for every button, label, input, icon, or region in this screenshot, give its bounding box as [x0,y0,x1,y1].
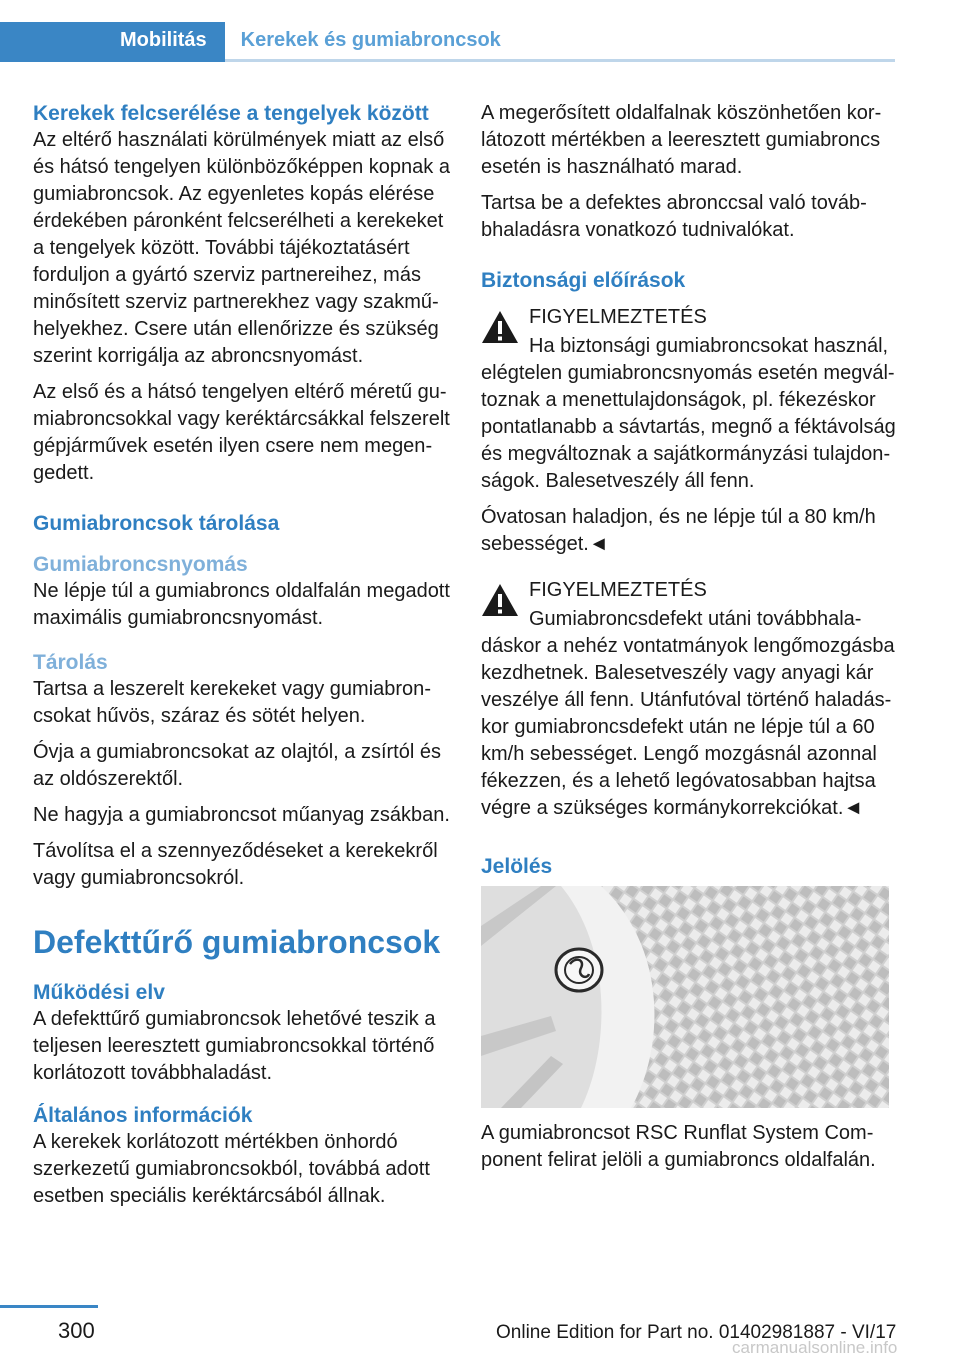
paragraph: Óvja a gumiabroncsokat az olajtól, a zsírtól és az oldószerektől. [33,741,441,790]
chapter-tab: Kerekek és gumiabroncsok [225,22,895,62]
page-number: 300 [58,1318,95,1343]
warning-title: FIGYELMEZTETÉS [529,579,707,601]
paragraph: Az eltérő használati körülmények miatt az első és hátsó tengelyen különbözőképpen kopnak a gumiabroncsok. Az egyenletes kopás elérése érdekében páronként felcserélheti a kerekeket a tengelyek között. További tájékoztatásért forduljon a gyártó szerviz partnereihez, más minősített szerviz partnerekhez vagy szakműhelyekhez. Csere után ellenőrizze és szükség szerint korrigálja az abroncsnyomást. [33,129,450,367]
tire-sidewall-illustration [481,886,889,1108]
paragraph: A megerősített oldalfalnak köszönhetően korlátozott mértékben a leeresztett gumiabroncs esetén is használható marad. [481,102,882,178]
paragraph: Tartsa be a defektes abronccsal való továbbhaladásra vonatkozó tudnivalókat. [481,192,867,241]
warning-triangle-icon [481,583,519,617]
heading-wheel-swap: Kerekek felcserélése a tengelyek között [33,102,429,125]
heading-general-info: Általános információk [33,1104,253,1127]
tire-sidewall-icon [481,886,889,1108]
paragraph: Ne lépje túl a gumiabroncs oldalfalán megadott maximális gumiabroncsnyomást. [33,580,450,629]
paragraph: A kerekek korlátozott mértékben önhordó szerkezetű gumiabroncsokból, továbbá adott esetben speciális keréktárcsából állnak. [33,1131,430,1207]
paragraph: Távolítsa el a szennyeződéseket a kerekekről vagy gumiabroncsokról. [33,840,438,889]
paragraph: A defekttűrő gumiabroncsok lehetővé teszik a teljesen leeresztett gumiabroncsokkal történő korlátozott továbbhaladást. [33,1008,436,1084]
left-column [33,100,451,1219]
warning-text: Gumiabroncsdefekt utáni továbbhaladáskor a nehéz vontatmányok lengőmozgásba kezdhetnek. Balesetveszély vagy anyagi kár veszélye áll fenn. Utánfutóval történő haladáskor gumiabroncsdefekt után ne lépje túl a 60 km/h sebességet. Lengő mozgásnál azonnal fékezzen, és a lehető legóvatosabban hajtsa végre a szükséges kormánykorrekciókat.◄ [481,608,895,819]
warning-text: Ha biztonsági gumiabroncsokat használ, elégtelen gumiabroncsnyomás esetén megváltoznak a menettulajdonságok, pl. fékezéskor pontatlanabb a sávtartás, megnő a féktávolság és megváltoznak a sajátkormányzási tulajdonságok. Balesetveszély áll fenn. [481,335,896,492]
warning-title: FIGYELMEZTETÉS [529,306,707,328]
footer-rule [0,1305,98,1308]
warning-triangle-icon [481,310,519,344]
heading-storing: Tárolás [33,651,108,674]
section-tab: Mobilitás [0,22,225,62]
heading-runflat-tires: Defekttűrő gumiabroncsok [33,924,441,960]
edition-note: Online Edition for Part no. 01402981887 - VI/17 [496,1322,897,1343]
figure-caption: A gumiabroncsot RSC Runflat System Component felirat jelöli a gumiabroncs oldalfalán. [481,1122,876,1171]
heading-tire-storage: Gumiabroncsok tárolása [33,512,280,535]
paragraph: Tartsa a leszerelt kerekeket vagy gumiabroncsokat hűvös, száraz és sötét helyen. [33,678,431,727]
heading-tire-pressure: Gumiabroncsnyomás [33,553,248,576]
right-column [481,100,896,1183]
paragraph: Ne hagyja a gumiabroncsot műanyag zsákban. [33,804,450,826]
paragraph: Az első és a hátsó tengelyen eltérő méretű gumiabroncsokkal vagy keréktárcsákkal felszerelt gépjárművek esetén ilyen csere nem megengedett. [33,381,450,484]
heading-operating-principle: Működési elv [33,981,165,1004]
warning-block [481,577,896,822]
page-header [0,22,895,62]
watermark: carmanualsonline.info [732,1338,898,1357]
warning-text: Óvatosan haladjon, és ne lépje túl a 80 km/h sebességet.◄ [481,506,876,555]
warning-block [481,304,896,558]
heading-safety-rules: Biztonsági előírások [481,269,686,292]
heading-marking: Jelölés [481,855,553,878]
